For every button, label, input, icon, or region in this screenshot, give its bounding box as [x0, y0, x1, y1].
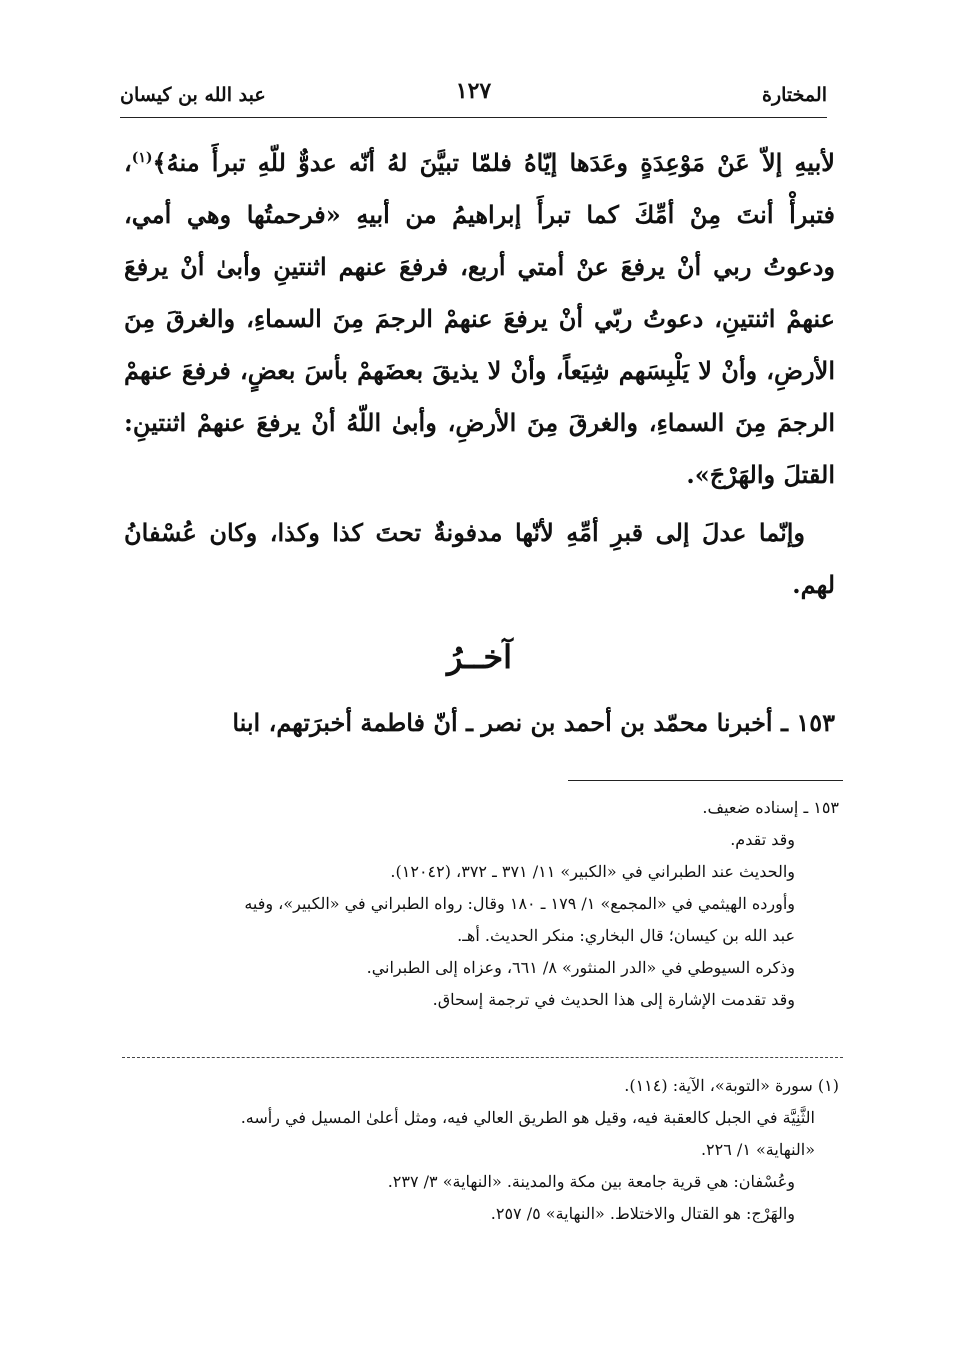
footnote-ref: (١): [131, 150, 153, 166]
text-line: وإنّما عدلَ إلى قبرِ أمِّهِ لأنّها مدفونةٌ تحتَ كذا وكذا، وكان: [209, 518, 806, 547]
commentary-notes: [124, 792, 839, 1016]
header-rule: [120, 117, 827, 118]
text-line: الأرضِ، وأنْ لا يَلْبِسَهم شِيَعاً، وأنْ لا يذيقَ بعضَهمْ بأسَ بعضٍ، فرفعَ: [181, 356, 836, 385]
footnote-line: والهَرْج: هو القتال والاختلاط. «النهاية» ٥/ ٢٥٧.: [490, 1204, 795, 1223]
hadith-153-line: ١٥٣ ـ أخبرنا محمّد بن أحمد بن نصر ـ أنّ فاطمة أخبرَتهم، ابنا: [232, 708, 835, 737]
footnote-line: وعُسْفان: هي قرية جامعة بين مكة والمدينة. «النهاية» ٣/ ٢٣٧.: [387, 1172, 795, 1191]
text-line: اثنتينِ: القتلَ والهَرْجَ».: [124, 408, 835, 489]
main-text: [124, 132, 835, 749]
note-line: وقد تقدم.: [730, 830, 795, 849]
text-line: عُسْفانُ لهم.: [124, 518, 835, 599]
footnote-line: (١) سورة «التوبة»، الآية: (١١٤).: [624, 1076, 839, 1095]
note-line: وقد تقدمت الإشارة إلى هذا الحديث في ترجمة إسحاق.: [432, 990, 795, 1009]
text-line: لأبيهِ إلاّ عَنْ مَوْعِدَةٍ وعَدَها إيّاهُ فلمّا تبيَّنَ لهُ أنّه عدوٌّ للّهِ تبرأَ منهُ﴾: [152, 148, 835, 177]
notes-rule: [568, 780, 843, 781]
note-line: ١٥٣ ـ إسناده ضعيف.: [702, 798, 839, 817]
footnote-line: الثَّنِيَّة في الجبل كالعقبة فيه، وقيل هو الطريق العالي فيه، ومثل أعلىٰ المسيل في رأسه.: [240, 1108, 815, 1127]
note-line: والحديث عند الطبراني في «الكبير» ١١/ ٣٧١ ـ ٣٧٢، (١٢٠٤٢).: [390, 862, 795, 881]
paragraph-2: [124, 507, 835, 611]
text-line: عنهمْ اثنتينِ، دعوتُ ربّي أنْ يرفعَ عنهمْ الرجمَ مِنَ السماءِ، والغرقَ مِنَ: [124, 304, 835, 333]
note-line: وذكره السيوطي في «الدر المنثور» ٨/ ٦٦١، وعزاه إلى الطبراني.: [366, 958, 795, 977]
note-line: عبد الله بن كيسان؛ قال البخاري: منكر الحديث. أهـ.: [457, 926, 795, 945]
section-title: آخــرُ: [446, 638, 513, 676]
book-title: المختارة: [762, 84, 827, 106]
text-line: ودعوتُ ربي أنْ يرفعَ عنْ أمتي أربع، فرفعَ عنهم اثنتينِ وأبىٰ أنْ يرفعَ: [124, 252, 835, 281]
text-line: عنهمْ الرجمَ مِنَ السماءِ، والغرقَ مِنَ الأرضِ، وأبىٰ اللّهُ أنْ يرفعَ عنهمْ: [124, 356, 835, 437]
footnotes-divider: [122, 1057, 843, 1058]
paragraph-1: [124, 132, 835, 501]
text-line-tail: ،: [124, 148, 132, 177]
running-header: [120, 78, 827, 112]
footnotes: [124, 1070, 839, 1230]
note-line: وأورده الهيثمي في «المجمع» ١/ ١٧٩ ـ ١٨٠ وقال: رواه الطبراني في «الكبير»، وفيه: [244, 894, 795, 913]
page-number: ١٢٧: [455, 78, 492, 104]
text-line: فتبرأْ أنتَ مِنْ أمِّكَ كما تبرأَ إبراهيمُ من أبيهِ «فرحمتُها وهي أمي،: [124, 200, 835, 229]
chapter-narrator: عبد الله بن كيسان: [120, 84, 266, 106]
footnote-line: «النهاية» ١/ ٢٢٦.: [700, 1140, 815, 1159]
